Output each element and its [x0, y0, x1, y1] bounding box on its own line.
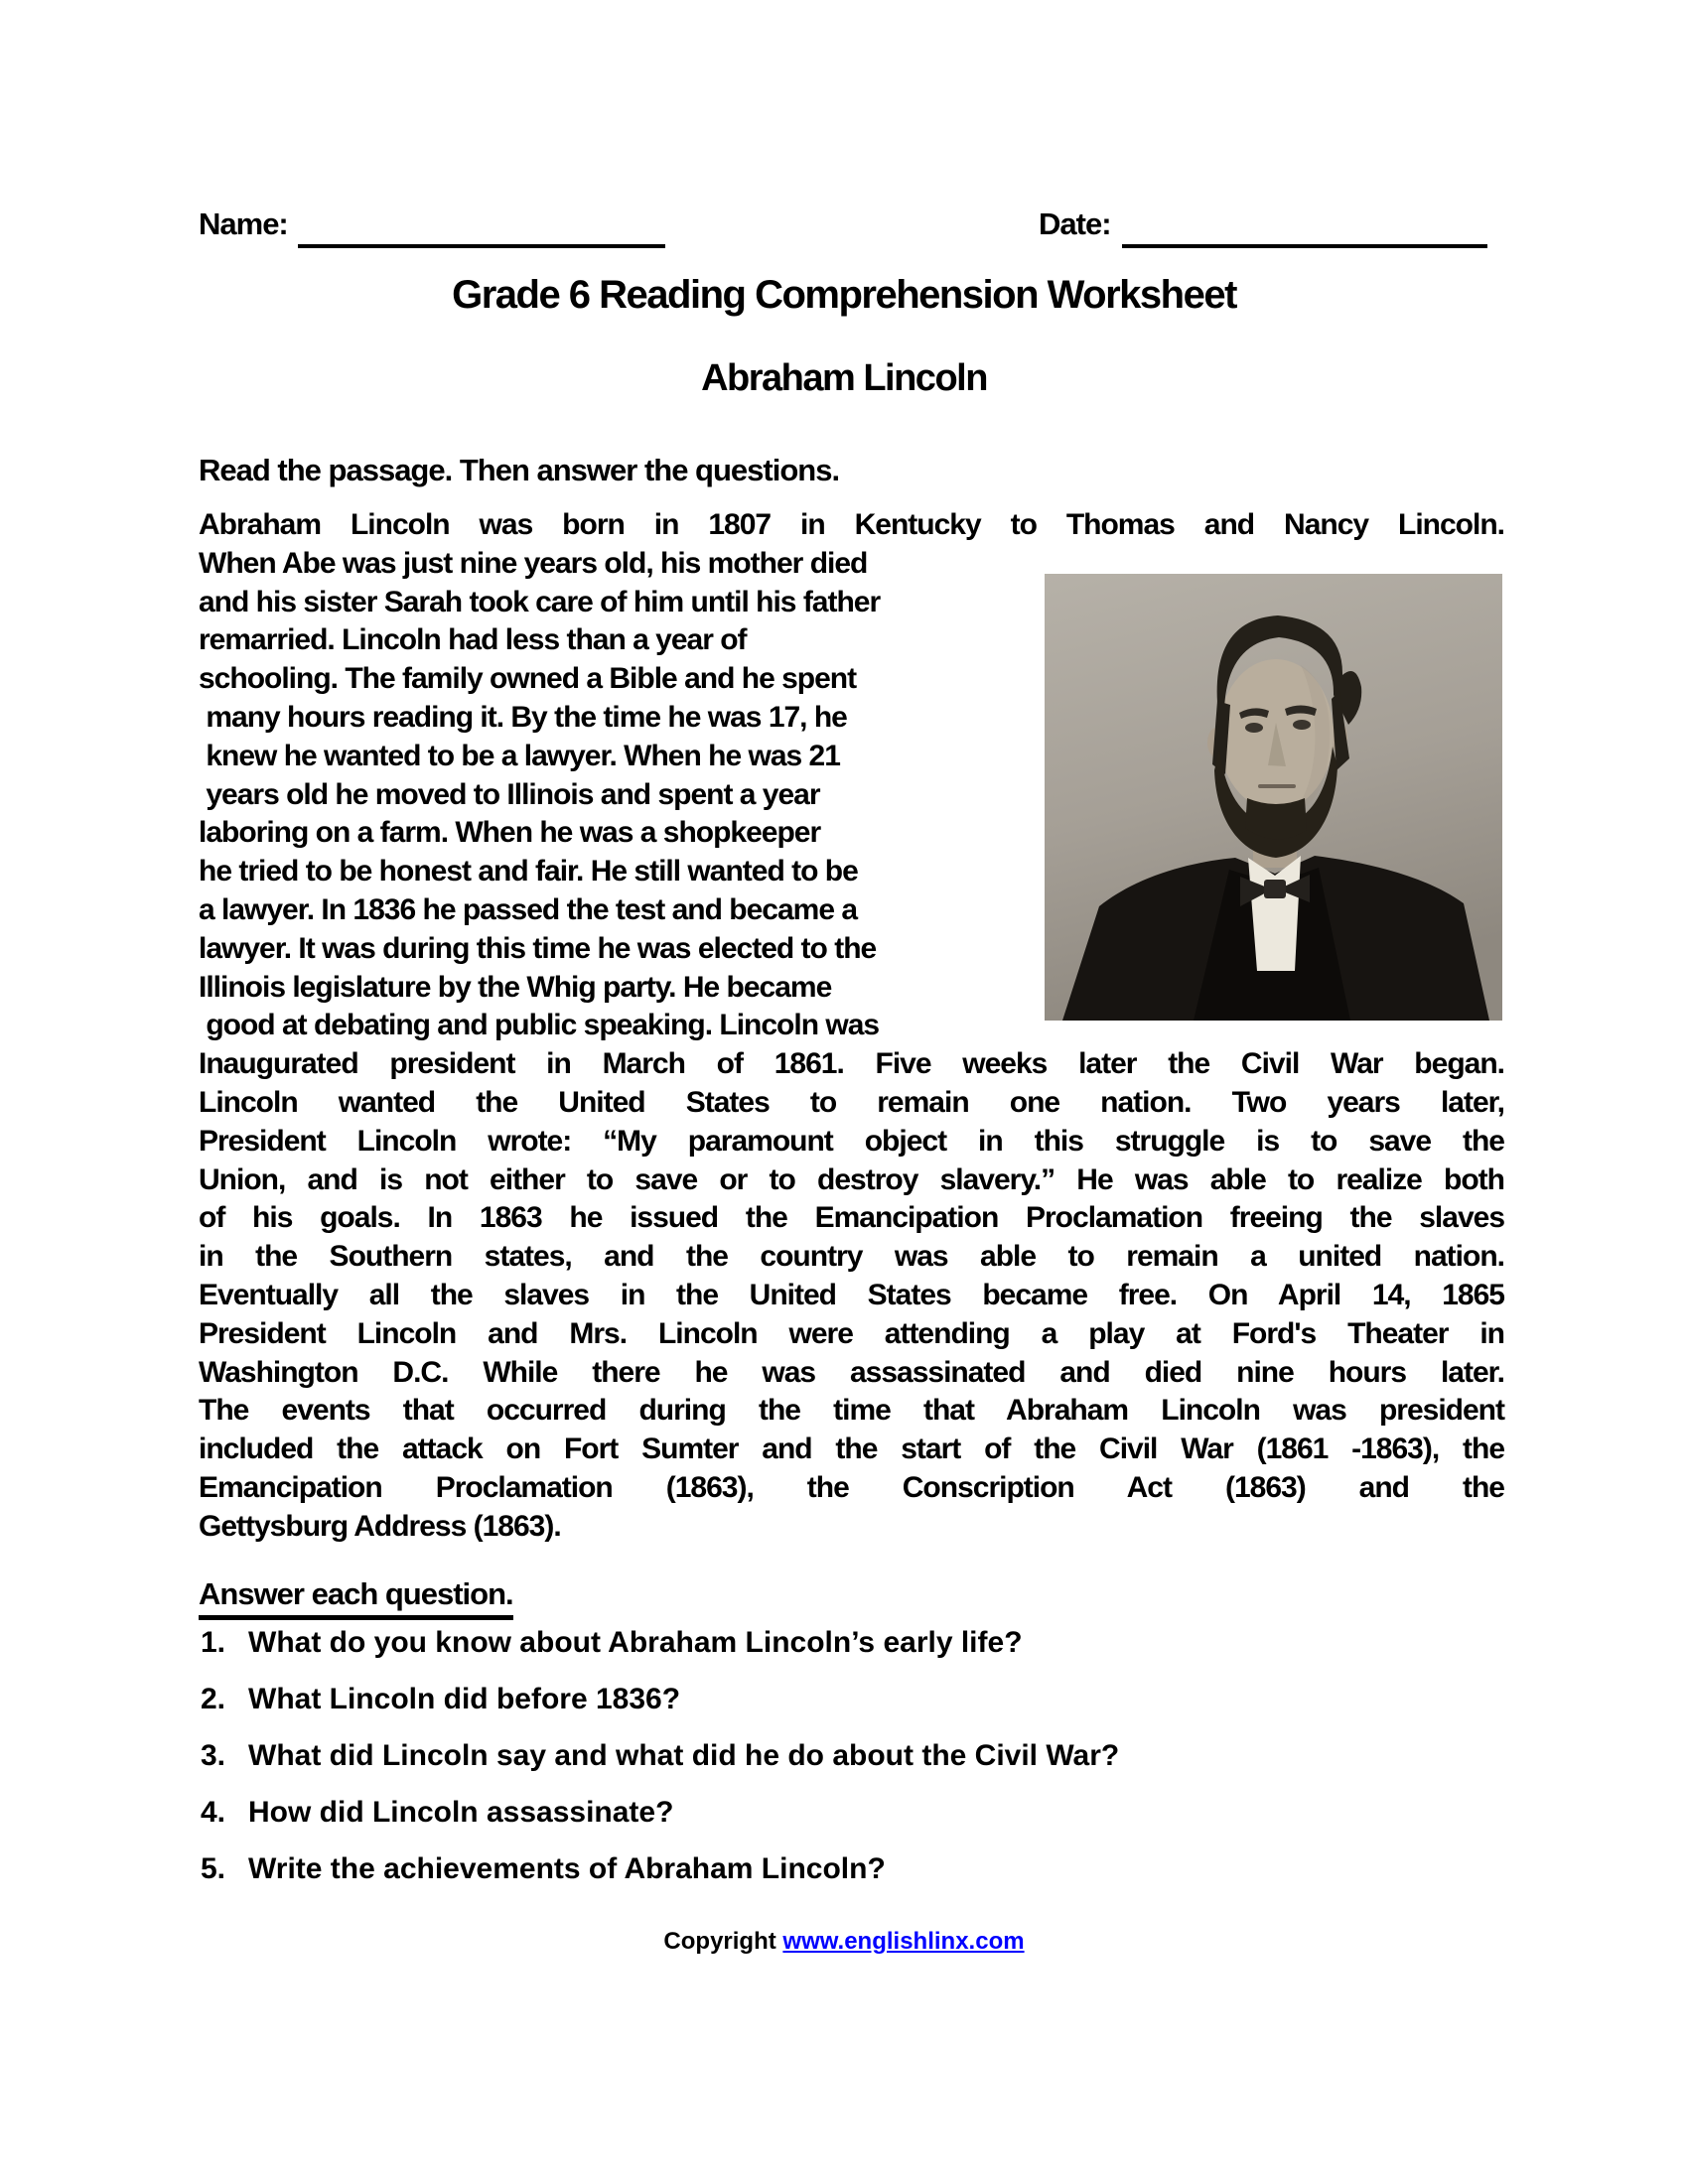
passage-line: Eventually all the slaves in the United States became free. On April 14, 1865 — [199, 1278, 1504, 1311]
lincoln-portrait-photo — [1045, 574, 1502, 1021]
question-text: Write the achievements of Abraham Lincoln? — [248, 1852, 886, 1885]
question-text: What Lincoln did before 1836? — [248, 1683, 681, 1715]
passage-line: lawyer. It was during this time he was elected to the — [199, 931, 877, 965]
question-number: 5. — [201, 1852, 226, 1885]
passage-line: many hours reading it. By the time he was 17, he — [199, 700, 847, 734]
copyright-link[interactable]: www.englishlinx.com — [782, 1928, 1025, 1955]
passage-line: Inaugurated president in March of 1861. Five weeks later the Civil War began. — [199, 1047, 1504, 1081]
passage-line: Abraham Lincoln was born in 1807 in Kentucky to Thomas and Nancy Lincoln. — [199, 508, 1504, 541]
passage-line: laboring on a farm. When he was a shopkeeper — [199, 816, 821, 850]
question-row — [201, 1741, 1551, 1771]
passage-line: Union, and is not either to save or to destroy slavery.” He was able to realize both — [199, 1162, 1504, 1196]
name-blank-line — [298, 244, 665, 248]
passage-line: knew he wanted to be a lawyer. When he was 21 — [199, 739, 840, 772]
passage-line: President Lincoln and Mrs. Lincoln were attending a play at Ford's Theater in — [199, 1316, 1504, 1350]
question-row — [201, 1628, 1551, 1658]
question-number: 3. — [201, 1739, 226, 1772]
passage-line: The events that occurred during the time that Abraham Lincoln was president — [199, 1394, 1504, 1428]
passage-line: years old he moved to Illinois and spent a year — [199, 777, 820, 811]
page-subtitle: Abraham Lincoln — [701, 357, 987, 399]
passage-line: Illinois legislature by the Whig party. He became — [199, 970, 832, 1004]
passage-line: good at debating and public speaking. Lincoln was — [199, 1009, 880, 1042]
question-text: What did Lincoln say and what did he do about the Civil War? — [248, 1739, 1120, 1772]
question-row — [201, 1685, 1551, 1714]
passage-line: remarried. Lincoln had less than a year of — [199, 623, 747, 657]
copyright-line — [0, 1928, 1688, 1956]
date-blank-line — [1122, 244, 1487, 248]
question-text: How did Lincoln assassinate? — [248, 1796, 674, 1829]
question-list — [201, 1628, 1551, 1911]
passage-line: schooling. The family owned a Bible and he spent — [199, 662, 857, 696]
passage-line: When Abe was just nine years old, his mother died — [199, 546, 868, 580]
question-number: 2. — [201, 1683, 226, 1715]
page-title: Grade 6 Reading Comprehension Worksheet — [452, 273, 1236, 317]
passage-line: a lawyer. In 1836 he passed the test and became a — [199, 892, 858, 926]
question-row — [201, 1854, 1551, 1884]
question-text: What do you know about Abraham Lincoln’s early life? — [248, 1626, 1023, 1659]
name-label: Name: — [199, 206, 288, 241]
question-number: 1. — [201, 1626, 226, 1659]
passage-line: he tried to be honest and fair. He still wanted to be — [199, 855, 858, 888]
question-row — [201, 1798, 1551, 1828]
question-number: 4. — [201, 1796, 226, 1829]
passage-line: in the Southern states, and the country was able to remain a united nation. — [199, 1240, 1504, 1274]
passage-line: Gettysburg Address (1863). — [199, 1509, 561, 1543]
passage-line: and his sister Sarah took care of him until his father — [199, 585, 881, 618]
answer-heading: Answer each question. — [199, 1576, 513, 1620]
passage-line: of his goals. In 1863 he issued the Emancipation Proclamation freeing the slaves — [199, 1201, 1504, 1235]
passage-line: President Lincoln wrote: “My paramount object in this struggle is to save the — [199, 1124, 1504, 1158]
passage-line: included the attack on Fort Sumter and the start of the Civil War (1861 -1863), the — [199, 1433, 1504, 1466]
passage-line: Emancipation Proclamation (1863), the Conscription Act (1863) and the — [199, 1470, 1504, 1504]
copyright-prefix: Copyright — [663, 1928, 783, 1955]
date-label: Date: — [1039, 206, 1111, 241]
lincoln-portrait-graphic — [1045, 574, 1502, 1021]
passage-line: Lincoln wanted the United States to remain one nation. Two years later, — [199, 1085, 1504, 1119]
passage-line: Washington D.C. While there he was assassinated and died nine hours later. — [199, 1355, 1504, 1389]
instruction-text: Read the passage. Then answer the questions. — [199, 453, 840, 487]
